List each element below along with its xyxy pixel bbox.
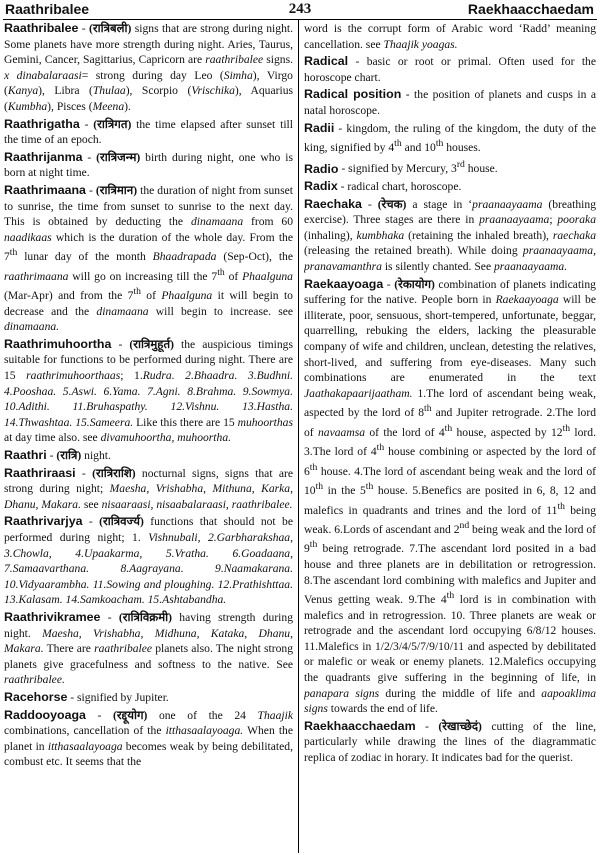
page-header (0, 0, 600, 20)
entry-headword: Racehorse (4, 689, 68, 704)
entry-headword: Radii (304, 120, 335, 135)
entry-definition: - basic or root or primal. Often used for the horoscope chart. (304, 55, 596, 84)
right-column (304, 21, 596, 851)
entry-definition: one of the 24 Thaajik combinations, cancellation of the itthasaalayoaga. When the planet in itthasaalayoaga becomes weak by being debilitated, combust etc. It seems that the (4, 708, 293, 769)
entry-headword: Raathrijanma (4, 149, 83, 164)
entry-headword: Radix (304, 179, 338, 194)
entry-headword: Raathrimaana (4, 182, 86, 197)
entry-definition: the time elapsed after sunset till the time of an epoch. (4, 117, 293, 147)
entry-definition: functions that should not be performed during night; 1. Vishnubali, 2.Garbharakshaa, 3.Chowla, 4.Upaakarma, 5.Vratha. 6.Goadaana, 7.Samaavarthana. 8.Aagrayana. 9.Naamakarana. 10.Vidyaarambha. 11.Sowing and ploughing. 12.Prathishttaa. 13.Kalasam. 14.Samkoacham. 15.Ashtabandha. (4, 515, 293, 607)
entry-headword: Radical (304, 54, 349, 69)
dictionary-entry: Raddooyoaga - (रद्दूयोग) one of the 24 Thaajik combinations, cancellation of the itthasaalayoaga. When the planet in itthasaalayoaga becomes weak by being debilitated, combust etc. It seems that the (4, 707, 293, 769)
dictionary-entry (304, 54, 596, 85)
entry-definition: - signified by Jupiter. (67, 690, 169, 704)
dictionary-entry (304, 87, 596, 118)
dictionary-entry: Raekaayoaga - (रेकायोग) combination of planets indicating suffering for the native. People born in Raekaayoaga will be illiterate, poor, sensuous, short-tempered, unfortunate, beggar, quarrelling, rebuking the elders, lacking the pleasurable company of wife and children, unclean, detesting the relatives, short-lived, and suffering from eye-diseases. Many such combinations are enumerated in the text Jaathakapaarijaatham. 1.The lord of ascendant being weak, aspected by the lord of 8th and Jupiter retrograde. 2.The lord of navaamsa of the lord of 4th house, aspected by 12th lord. 3.The lord of 4th house combining or aspected by the lord of 6th house. 4.The lord of ascendant being weak and the lord of 10th in the 5th house. 5.Benefics are posited in 6, 8, 12 and malefics in quadrants and trines and the lord of 11th being weak. 6.Lords of ascendant and 2nd being weak and the lord of 9th being retrograde. 7.The ascendant lord posited in a bad house and three planets are in debilitation or retrogression. 8.The ascendant lord combining with malefics and Jupiter and Venus getting weak. 9.The 4th lord is in combination with malefics and in retrogression. 10. Three planets are weak or retrograde and the ascendant lord occupying 6/8/12 houses. 11.Malefics in 1/2/3/4/5/7/9/10/11 and aspected by debilitated or malefic or weak or enemy planets. 12.Malefics occupying the quadrants give suffering in the beginning of life, in panapara signs during the middle of life and aapoaklima signs towards the end of life. (304, 276, 596, 716)
entry-definition: cutting of the line, particularly while drawing the lines of the diagrammatic replica of zodiac in horary. It indicates bad for the querist. (304, 719, 596, 764)
entry-headword: Raathrigatha (4, 116, 80, 131)
entry-headword: Raddooyoaga (4, 707, 86, 722)
entry-headword: Raathribalee (4, 21, 79, 35)
entry-definition: having strength during night. Maesha, Vrishabha, Midhuna, Kataka, Dhanu, Makara. There are raathribalee planets also. The night strong planets give gracefulness and softness to the native. See raathribalee. (4, 610, 293, 687)
entry-headword: Raathrivikramee (4, 609, 101, 624)
dictionary-entry: Raathrivarjya - (रात्रिवर्ज्य) functions that should not be performed during night; 1. Vishnubali, 2.Garbharakshaa, 3.Chowla, 4.Upaakarma, 5.Vratha. 6.Goadaana, 7.Samaavarthana. 8.Aagrayana. 9.Naamakarana. 10.Vidyaarambha. 11.Sowing and ploughing. 12.Prathishttaa. 13.Kalasam. 14.Samkoacham. 15.Ashtabandha. (4, 514, 293, 607)
entry-definition: combination of planets indicating suffering for the native. People born in Raekaayoaga will be illiterate, poor, sensuous, short-tempered, unfortunate, beggar, quarrelling, rebuking the elders, lacking the pleasurable company of wife and children, unclean, detesting the relatives, short-lived, and suffering from eye-diseases. Many such combinations are enumerated in the text Jaathakapaarijaatham. 1.The lord of ascendant being weak, aspected by the lord of 8th and Jupiter retrograde. 2.The lord of navaamsa of the lord of 4th house, aspected by 12th lord. 3.The lord of 4th house combining or aspected by the lord of 6th house. 4.The lord of ascendant being weak and the lord of 10th in the 5th house. 5.Benefics are posited in 6, 8, 12 and malefics in quadrants and trines and the lord of 11th being weak. 6.Lords of ascendant and 2nd being weak and the lord of 9th being retrograde. 7.The ascendant lord posited in a bad house and three planets are in debilitation or retrogression. 8.The ascendant lord combining with malefics and Jupiter and Venus getting weak. 9.The 4th lord is in combination with malefics and in retrogression. 10. Three planets are weak or retrograde and the ascendant lord occupying 6/8/12 houses. 11.Malefics in 1/2/3/4/5/7/9/10/11 and aspected by debilitated or malefic or weak or enemy planets. 12.Malefics occupying the quadrants give suffering in the beginning of life, in panapara signs during the middle of life and aapoaklima signs towards the end of life. (304, 277, 596, 716)
entry-definition: - the position of planets and cusps in a natal horoscope. (304, 88, 596, 117)
dictionary-entry: Raathrimaana - (रात्रिमान) the duration of night from sunset to sunrise, the time from sunset to sunrise to the next day. This is obtained by deducting the dinamaana from 60 naadikaas which is the duration of the whole day. From the 7th lunar day of the month Bhaadrapada (Sep-Oct), the raathrimaana will go on increasing till the 7th of Phaalguna (Mar-Apr) and from the 7th of Phaalguna it will begin to decrease and the dinamaana will begin to increase. see dinamaana. (4, 182, 293, 334)
page-number: 243 (288, 1, 312, 17)
entry-headword: Raathri (4, 448, 47, 463)
entry-devanagari: (रात्रिगत) (93, 117, 132, 131)
entry-devanagari: (रात्रिबली) (89, 22, 132, 35)
entry-devanagari: (रात्रिमान) (95, 183, 138, 197)
entry-definition: signs that are strong during night. Some planets have more strength during night. Aries, Taurus, Gemini, Cancer, Sagittarius, Capricorn are raathribalee signs. x dinabalaraasi= strong during day Leo (Simha), Virgo (Kanya), Libra (Thulaa), Scorpio (Vrischika), Aquarius (Kumbha), Pisces (Meena). (4, 22, 293, 113)
dictionary-entry (304, 21, 596, 52)
dictionary-entry (304, 121, 596, 156)
entry-devanagari: (रात्रिविक्रमी) (118, 610, 173, 624)
entry-devanagari: (रात्रिमुहूर्त) (129, 337, 174, 351)
dictionary-entry: Raathrijanma - (रात्रिजन्म) birth during night, one who is born at night time. (4, 149, 293, 180)
entry-headword: Raathriraasi (4, 465, 76, 480)
entry-definition: the auspicious timings suitable for functions to be performed during night. There are 15 raathrimuhoorthaas; 1.Rudra. 2.Bhaadra. 3.Budhni. 4.Pooshaa. 5.Aswi. 6.Yama. 7.Agni. 8.Brahma. 9.Sowmya. 10.Adithi. 11.Bruhaspathy. 12.Vishnu. 13.Hastha. 14.Thwashtaa. 15.Sameera. Like this there are 15 muhoorthas at day time also. see divamuhoortha, muhoortha. (4, 337, 293, 445)
entry-devanagari: (रेखाच्छेदं) (438, 719, 482, 733)
entry-definition: word is the corrupt form of Arabic word ‘Radd’ meaning cancellation. see Thaajik yoagas. (304, 22, 596, 51)
dictionary-entry: Raathrimuhoortha - (रात्रिमुहूर्त) the auspicious timings suitable for functions to be performed during night. There are 15 raathrimuhoorthaas; 1.Rudra. 2.Bhaadra. 3.Budhni. 4.Pooshaa. 5.Aswi. 6.Yama. 7.Agni. 8.Brahma. 9.Sowmya. 10.Adithi. 11.Bruhaspathy. 12.Vishnu. 13.Hastha. 14.Thwashtaa. 15.Sameera. Like this there are 15 muhoorthas at day time also. see divamuhoortha, muhoortha. (4, 336, 293, 445)
entry-devanagari: (रेकायोग) (394, 277, 435, 291)
dictionary-entry (4, 690, 293, 706)
entry-devanagari: (रात्रि) (56, 449, 82, 463)
entry-definition: nocturnal signs, signs that are strong during night; Maesha, Vrishabha, Mithuna, Karka, Dhanu, Makara. see nisaaraasi, nisaabalaraasi, raathribalee. (4, 466, 293, 511)
dictionary-entry: Raathribalee - (रात्रिबली) signs that are strong during night. Some planets have more strength during night. Aries, Taurus, Gemini, Cancer, Sagittarius, Capricorn are raathribalee signs. x dinabalaraasi= strong during day Leo (Simha), Virgo (Kanya), Libra (Thulaa), Scorpio (Vrischika), Aquarius (Kumbha), Pisces (Meena). (4, 21, 293, 113)
dictionary-entry (304, 179, 596, 195)
entry-definition: birth during night, one who is born at night time. (4, 150, 293, 180)
dictionary-entry (304, 158, 596, 177)
entry-definition: - signified by Mercury, 3rd house. (338, 159, 498, 176)
header-left-guideword: Raathribalee (5, 1, 90, 17)
entry-devanagari: (रात्रिवर्ज्य) (99, 515, 144, 529)
entry-definition: - radical chart, horoscope. (337, 180, 462, 194)
entry-headword: Raathrivarjya (4, 514, 83, 529)
dictionary-entry: Raathrigatha - (रात्रिगत) the time elapsed after sunset till the time of an epoch. (4, 116, 293, 147)
entry-headword: Raechaka (304, 196, 362, 211)
entry-devanagari: (रात्रिराशि) (92, 466, 136, 480)
dictionary-entry: Raekhaacchaedam - (रेखाच्छेदं) cutting of the line, particularly while drawing the lines of the diagrammatic replica of zodiac in horary. It indicates bad for the querist. (304, 718, 596, 764)
column-divider (298, 20, 299, 853)
entry-devanagari: (रद्दूयोग) (113, 708, 148, 722)
entry-headword: Radio (304, 161, 339, 176)
left-column (4, 21, 293, 851)
header-rule (3, 19, 597, 20)
dictionary-entry: Raathri - (रात्रि) night. (4, 448, 111, 463)
entry-headword: Raekhaacchaedam (304, 718, 416, 733)
dictionary-entry: Raechaka - (रेचक) a stage in ‘praanaayaama (breathing exercise). Three stages are there in praanaayaama; pooraka (inhaling), kumbhaka (retaining the inhaled breath), raechaka (releasing the retained breath). While doing praanaayaama, pranavamanthra is silently chanted. See praanaayaama. (304, 196, 596, 274)
entry-devanagari: (रेचक) (377, 197, 407, 211)
header-right-guideword: Raekhaacchaedam (467, 1, 594, 17)
entry-definition: - kingdom, the ruling of the kingdom, the duty of the king, signified by 4th and 10th houses. (304, 121, 596, 155)
entry-definition: the duration of night from sunset to sunrise, the time from sunset to sunrise to the next day. This is obtained by deducting the dinamaana from 60 naadikaas which is the duration of the whole day. From the 7th lunar day of the month Bhaadrapada (Sep-Oct), the raathrimaana will go on increasing till the 7th of Phaalguna (Mar-Apr) and from the 7th of Phaalguna it will begin to decrease and the dinamaana will begin to increase. see dinamaana. (4, 183, 293, 334)
entry-headword: Raathrimuhoortha (4, 336, 112, 351)
entry-definition: a stage in ‘praanaayaama (breathing exercise). Three stages are there in praanaayaama; pooraka (inhaling), kumbhaka (retaining the inhaled breath), raechaka (releasing the retained breath). While doing praanaayaama, pranavamanthra is silently chanted. See praanaayaama. (304, 197, 596, 274)
entry-definition: night. (81, 449, 111, 463)
entry-headword: Radical position (304, 87, 402, 102)
entry-headword: Raekaayoaga (304, 276, 384, 291)
entry-devanagari: (रात्रिजन्म) (96, 150, 141, 164)
dictionary-entry: Raathriraasi - (रात्रिराशि) nocturnal signs, signs that are strong during night; Maesha, Vrishabha, Mithuna, Karka, Dhanu, Makara. see nisaaraasi, nisaabalaraasi, raathribalee. (4, 465, 293, 511)
dictionary-entry: Raathrivikramee - (रात्रिविक्रमी) having strength during night. Maesha, Vrishabha, Midhuna, Kataka, Dhanu, Makara. There are raathribalee planets also. The night strong planets give gracefulness and softness to the native. See raathribalee. (4, 609, 293, 687)
